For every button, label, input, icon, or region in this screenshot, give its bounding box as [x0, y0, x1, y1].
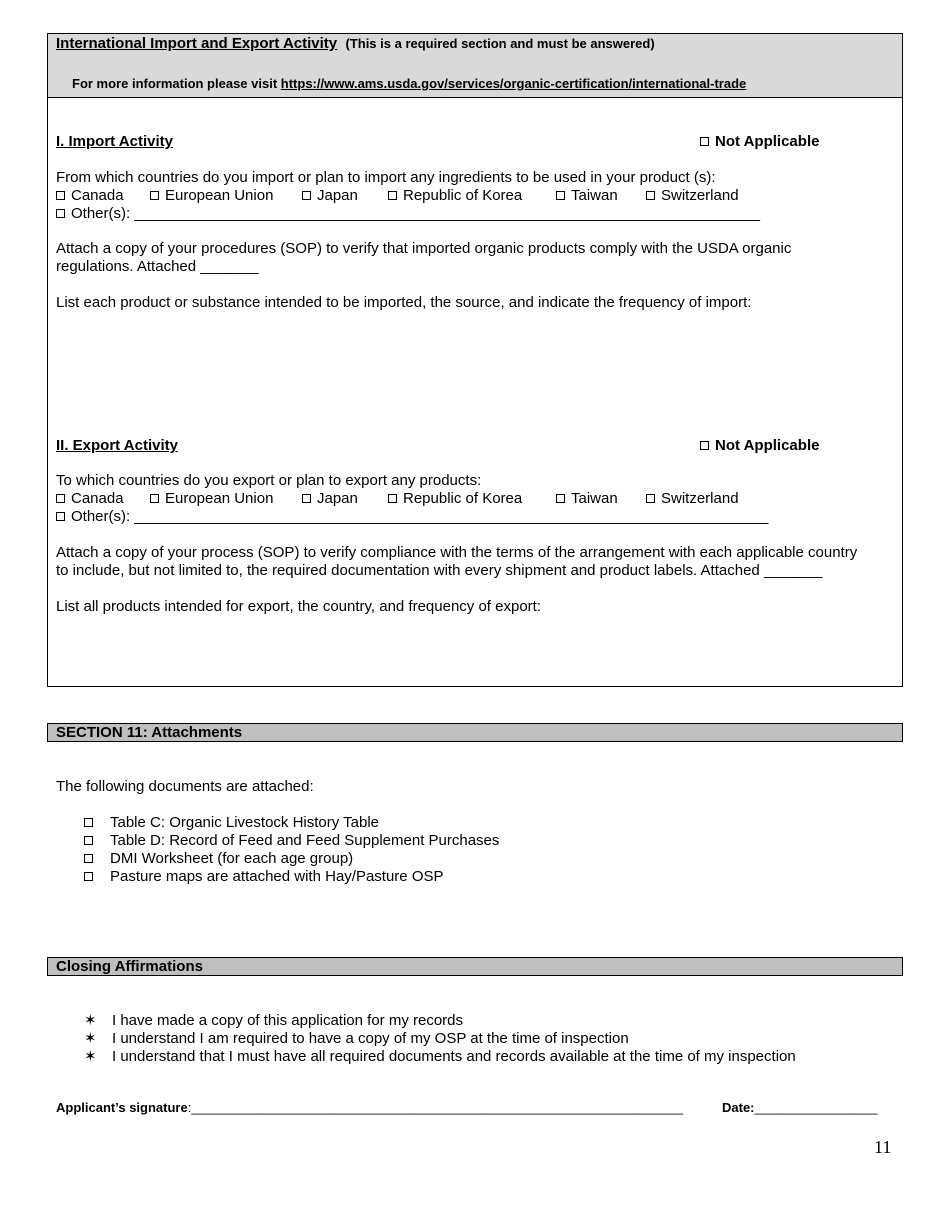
- checkbox-icon[interactable]: [56, 191, 65, 200]
- export-country-option[interactable]: Taiwan: [556, 490, 618, 508]
- checkbox-icon[interactable]: [302, 191, 311, 200]
- export-country-option[interactable]: Republic of Korea: [388, 490, 522, 508]
- attachment-item[interactable]: DMI Worksheet (for each age group): [84, 850, 353, 868]
- export-not-applicable[interactable]: Not Applicable: [700, 437, 819, 455]
- checkbox-icon[interactable]: [84, 872, 93, 881]
- attachment-item[interactable]: Pasture maps are attached with Hay/Pasture OSP: [84, 868, 444, 886]
- affirmation-item: ✶ I understand I am required to have a copy of my OSP at the time of inspection: [84, 1030, 629, 1047]
- import-country-option[interactable]: European Union: [150, 187, 273, 205]
- checkbox-icon[interactable]: [56, 209, 65, 218]
- import-other-field[interactable]: Other(s): ___________________________________________________________________________: [56, 205, 760, 223]
- closing-section-header: Closing Affirmations: [47, 957, 903, 976]
- intl-info-row: [72, 75, 746, 93]
- checkbox-icon[interactable]: [84, 836, 93, 845]
- checkbox-icon[interactable]: [388, 191, 397, 200]
- checkbox-icon[interactable]: [56, 494, 65, 503]
- export-heading: II. Export Activity: [56, 437, 178, 454]
- asterisk-bullet-icon: ✶: [84, 1030, 97, 1047]
- import-heading: I. Import Activity: [56, 133, 173, 150]
- checkbox-icon[interactable]: [388, 494, 397, 503]
- import-country-option[interactable]: Canada: [56, 187, 124, 205]
- checkbox-icon[interactable]: [56, 512, 65, 521]
- export-sop-line2[interactable]: to include, but not limited to, the required documentation with every shipment and product labels. Attached _______: [56, 562, 823, 579]
- checkbox-icon[interactable]: [700, 441, 709, 450]
- page-number: 11: [874, 1137, 892, 1157]
- signature-field[interactable]: :____________________________________________________________________: [187, 1100, 683, 1115]
- intl-info-prefix: For more information please visit: [72, 76, 281, 91]
- checkbox-icon[interactable]: [646, 494, 655, 503]
- intl-title-row: [56, 35, 655, 53]
- import-country-option[interactable]: Taiwan: [556, 187, 618, 205]
- date-label: Date:: [722, 1100, 755, 1115]
- checkbox-icon[interactable]: [150, 494, 159, 503]
- import-question: From which countries do you import or plan to import any ingredients to be used in your product (s):: [56, 169, 716, 186]
- attachments-intro: The following documents are attached:: [56, 778, 314, 795]
- signature-row: [56, 1099, 683, 1117]
- checkbox-icon[interactable]: [556, 191, 565, 200]
- checkbox-icon[interactable]: [556, 494, 565, 503]
- signature-label: Applicant’s signature: [56, 1100, 188, 1115]
- import-country-option[interactable]: Japan: [302, 187, 358, 205]
- import-country-option[interactable]: Republic of Korea: [388, 187, 522, 205]
- export-country-option[interactable]: Canada: [56, 490, 124, 508]
- checkbox-icon[interactable]: [646, 191, 655, 200]
- checkbox-icon[interactable]: [700, 137, 709, 146]
- affirmation-item: ✶ I have made a copy of this application for my records: [84, 1012, 464, 1029]
- export-country-option[interactable]: Japan: [302, 490, 358, 508]
- export-country-option[interactable]: Switzerland: [646, 490, 739, 508]
- checkbox-icon[interactable]: [84, 854, 93, 863]
- export-list-prompt: List all products intended for export, the country, and frequency of export:: [56, 598, 542, 615]
- export-question: To which countries do you export or plan to export any products:: [56, 472, 482, 489]
- checkbox-icon[interactable]: [84, 818, 93, 827]
- attachment-item[interactable]: Table D: Record of Feed and Feed Supplement Purchases: [84, 832, 499, 850]
- import-list-prompt: List each product or substance intended to be imported, the source, and indicate the frequency of import:: [56, 294, 752, 311]
- checkbox-icon[interactable]: [150, 191, 159, 200]
- date-row: [722, 1099, 877, 1117]
- international-activity-section: [47, 33, 903, 687]
- attachments-section-header: SECTION 11: Attachments: [47, 723, 903, 742]
- intl-required-note: (This is a required section and must be answered): [345, 36, 655, 51]
- intl-title: International Import and Export Activity: [56, 35, 338, 52]
- import-sop-line1: Attach a copy of your procedures (SOP) to verify that imported organic products comply with the USDA organic: [56, 240, 792, 257]
- import-sop-line2[interactable]: regulations. Attached _______: [56, 258, 259, 275]
- date-field[interactable]: _________________: [754, 1100, 878, 1115]
- attachment-item[interactable]: Table C: Organic Livestock History Table: [84, 814, 379, 832]
- asterisk-bullet-icon: ✶: [84, 1048, 97, 1065]
- intl-info-link[interactable]: https://www.ams.usda.gov/services/organic-certification/international-trade: [280, 76, 747, 91]
- affirmation-item: ✶ I understand that I must have all required documents and records available at the time of my inspection: [84, 1048, 796, 1065]
- import-country-option[interactable]: Switzerland: [646, 187, 739, 205]
- export-sop-line1: Attach a copy of your process (SOP) to verify compliance with the terms of the arrangement with each applicable country: [56, 544, 858, 561]
- export-other-field[interactable]: Other(s): ____________________________________________________________________________: [56, 508, 768, 526]
- asterisk-bullet-icon: ✶: [84, 1012, 97, 1029]
- import-not-applicable[interactable]: Not Applicable: [700, 133, 819, 151]
- checkbox-icon[interactable]: [302, 494, 311, 503]
- export-country-option[interactable]: European Union: [150, 490, 273, 508]
